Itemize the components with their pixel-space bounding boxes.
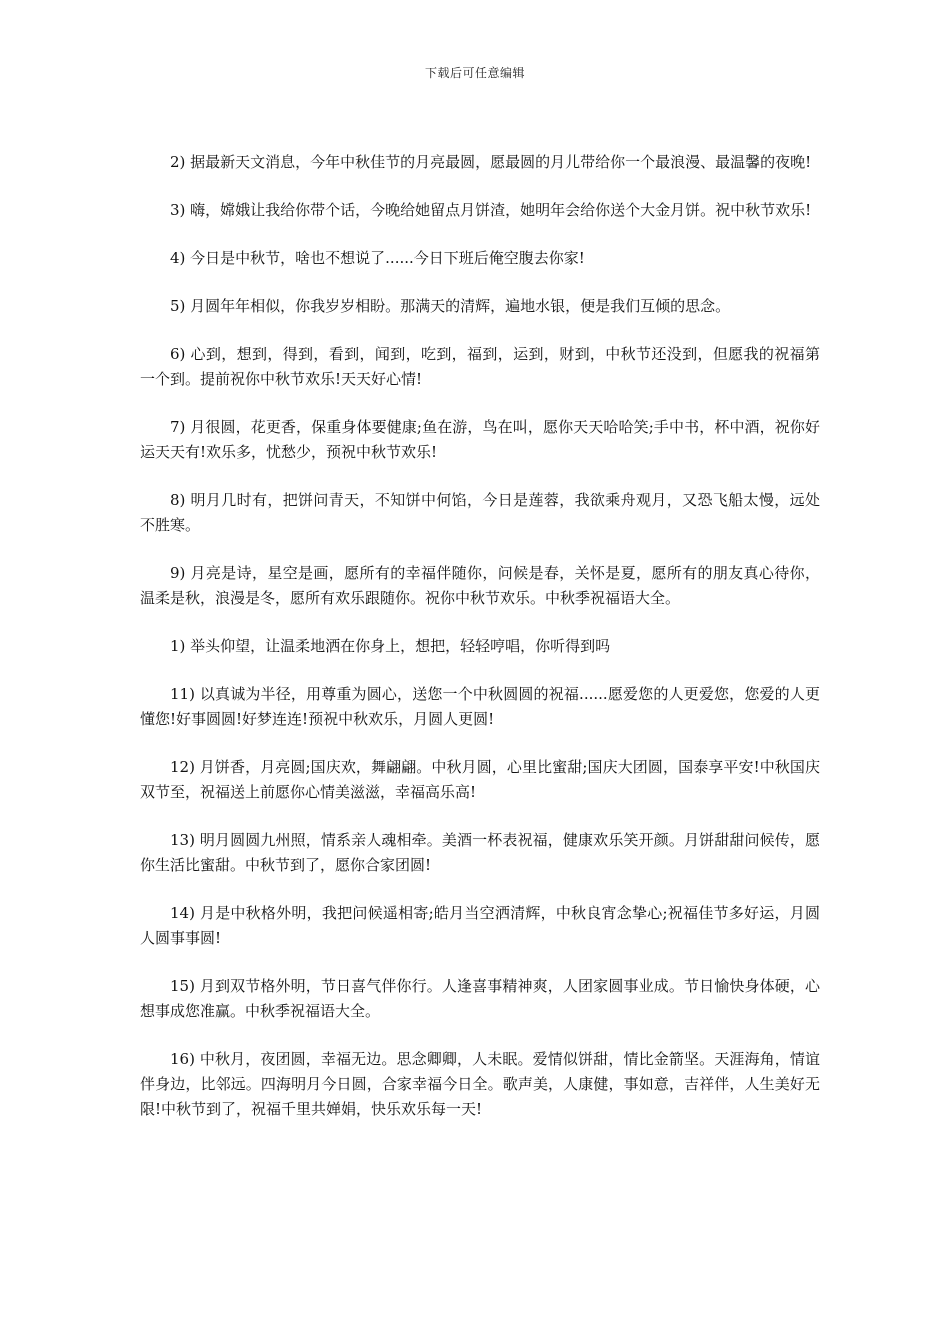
paragraph-4: 4) 今日是中秋节，啥也不想说了......今日下班后俺空腹去你家! — [170, 249, 585, 267]
document-body — [140, 150, 820, 1145]
paragraph-16: 16) 中秋月，夜团圆，幸福无边。思念卿卿，人未眠。爱情似饼甜，情比金箭坚。天涯海角，情谊伴身边，比邻远。四海明月今日圆，合家幸福今日全。歌声美，人康健，事如意，吉祥伴，人生美好无限!中秋节到了，祝福千里共婵娟，快乐欢乐每一天! — [140, 1050, 820, 1118]
paragraph-6: 6) 心到，想到，得到，看到，闻到，吃到，福到，运到，财到，中秋节还没到，但愿我的祝福第一个到。提前祝你中秋节欢乐!天天好心情! — [140, 345, 820, 388]
paragraph-8: 8) 明月几时有，把饼问青天，不知饼中何馅，今日是莲蓉，我欲乘舟观月，又恐飞船太慢，远处不胜寒。 — [140, 491, 820, 534]
paragraph-5: 5) 月圆年年相似，你我岁岁相盼。那满天的清辉，遍地水银，便是我们互倾的思念。 — [170, 297, 731, 315]
paragraph-15: 15) 月到双节格外明，节日喜气伴你行。人逢喜事精神爽，人团家圆事业成。节日愉快身体硬，心想事成您准赢。中秋季祝福语大全。 — [140, 977, 820, 1020]
paragraph-3: 3) 嗨，嫦娥让我给你带个话，今晚给她留点月饼渣，她明年会给你送个大金月饼。祝中秋节欢乐! — [170, 201, 812, 219]
paragraph-11: 11) 以真诚为半径，用尊重为圆心，送您一个中秋圆圆的祝福......愿爱您的人更爱您，您爱的人更懂您!好事圆圆!好梦连连!预祝中秋欢乐，月圆人更圆! — [140, 685, 820, 728]
paragraph-2: 2) 据最新天文消息，今年中秋佳节的月亮最圆，愿最圆的月儿带给你一个最浪漫、最温馨的夜晚! — [170, 153, 812, 171]
paragraph-9: 9) 月亮是诗，星空是画，愿所有的幸福伴随你，问候是春，关怀是夏，愿所有的朋友真心待你，温柔是秋，浪漫是冬，愿所有欢乐跟随你。祝你中秋节欢乐。中秋季祝福语大全。 — [140, 564, 820, 607]
page-header: 下载后可任意编辑 — [424, 66, 525, 80]
paragraph-7: 7) 月很圆，花更香，保重身体要健康;鱼在游，鸟在叫，愿你天天哈哈笑;手中书，杯中酒，祝你好运天天有!欢乐多，忧愁少，预祝中秋节欢乐! — [140, 418, 820, 461]
paragraph-1: 1) 举头仰望，让温柔地洒在你身上，想把，轻轻哼唱，你听得到吗 — [170, 637, 611, 655]
paragraph-12: 12) 月饼香，月亮圆;国庆欢，舞翩翩。中秋月圆，心里比蜜甜;国庆大团圆，国泰享平安!中秋国庆双节至，祝福送上前愿你心情美滋滋，幸福高乐高! — [140, 758, 820, 801]
paragraph-13: 13) 明月圆圆九州照，情系亲人魂相牵。美酒一杯表祝福，健康欢乐笑开颜。月饼甜甜问候传，愿你生活比蜜甜。中秋节到了，愿你合家团圆! — [140, 831, 820, 874]
paragraph-14: 14) 月是中秋格外明，我把问候遥相寄;皓月当空洒清辉，中秋良宵念挚心;祝福佳节多好运，月圆人圆事事圆! — [140, 904, 820, 947]
